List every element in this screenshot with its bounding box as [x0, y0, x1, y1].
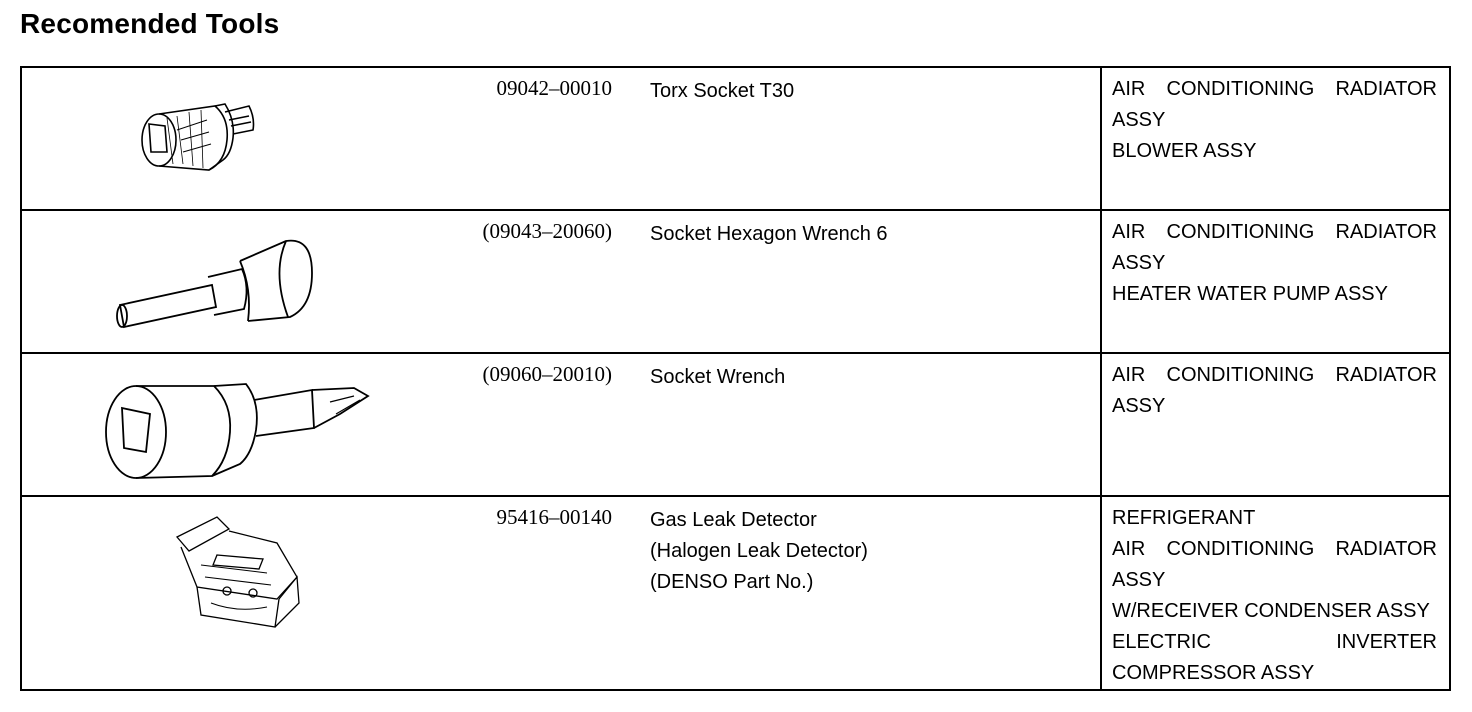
applies-to-line: BLOWER ASSY [1112, 140, 1257, 162]
applies-to [1101, 67, 1450, 210]
part-number: (09043–20060) [422, 210, 620, 353]
applies-to [1101, 353, 1450, 496]
applies-to-line: ASSY [1112, 395, 1166, 417]
applies-to-line: ASSY [1112, 252, 1166, 274]
tool-image-cell [21, 67, 422, 210]
tool-name [620, 353, 1101, 496]
hex-socket-wrench-icon [112, 233, 322, 333]
applies-to-line: AIR CONDITIONING RADIATOR [1112, 364, 1437, 386]
part-number: 09042–00010 [496, 76, 612, 100]
tool-name-line: Gas Leak Detector [650, 509, 817, 531]
applies-to-line: ELECTRIC INVERTER [1112, 631, 1437, 653]
tool-name [620, 496, 1101, 690]
tool-name [620, 67, 1101, 210]
applies-to-line: AIR CONDITIONING RADIATOR [1112, 78, 1437, 100]
tool-image-cell [21, 353, 422, 496]
tool-image-cell [21, 496, 422, 690]
gas-leak-detector-icon [167, 507, 307, 632]
applies-to-line: HEATER WATER PUMP ASSY [1112, 283, 1388, 305]
part-number: (09060–20010) [422, 353, 620, 496]
phillips-socket-wrench-icon [104, 374, 374, 484]
torx-socket-icon [137, 90, 257, 190]
tool-name [620, 210, 1101, 353]
part-number: 95416–00140 [422, 496, 620, 690]
tool-name-line: Socket Hexagon Wrench 6 [650, 223, 888, 245]
tools-table [20, 66, 1451, 691]
applies-to-line: COMPRESSOR ASSY [1112, 662, 1315, 684]
applies-to [1101, 210, 1450, 353]
tool-name-line: Socket Wrench [650, 366, 786, 388]
page-title: Recomended Tools [20, 8, 280, 39]
table-row [21, 210, 1450, 353]
table-row [21, 496, 1450, 690]
table-row [21, 353, 1450, 496]
tool-name-line: Torx Socket T30 [650, 80, 795, 102]
tool-image-cell [21, 210, 422, 353]
applies-to-line: W/RECEIVER CONDENSER ASSY [1112, 600, 1430, 622]
applies-to [1101, 496, 1450, 690]
tool-name-line: (DENSO Part No.) [650, 571, 814, 593]
table-row [21, 67, 1450, 210]
applies-to-line: AIR CONDITIONING RADIATOR [1112, 538, 1437, 560]
applies-to-line: ASSY [1112, 109, 1166, 131]
applies-to-line: REFRIGERANT [1112, 507, 1256, 529]
tool-name-line: (Halogen Leak Detector) [650, 540, 868, 562]
applies-to-line: AIR CONDITIONING RADIATOR [1112, 221, 1437, 243]
applies-to-line: ASSY [1112, 569, 1166, 591]
